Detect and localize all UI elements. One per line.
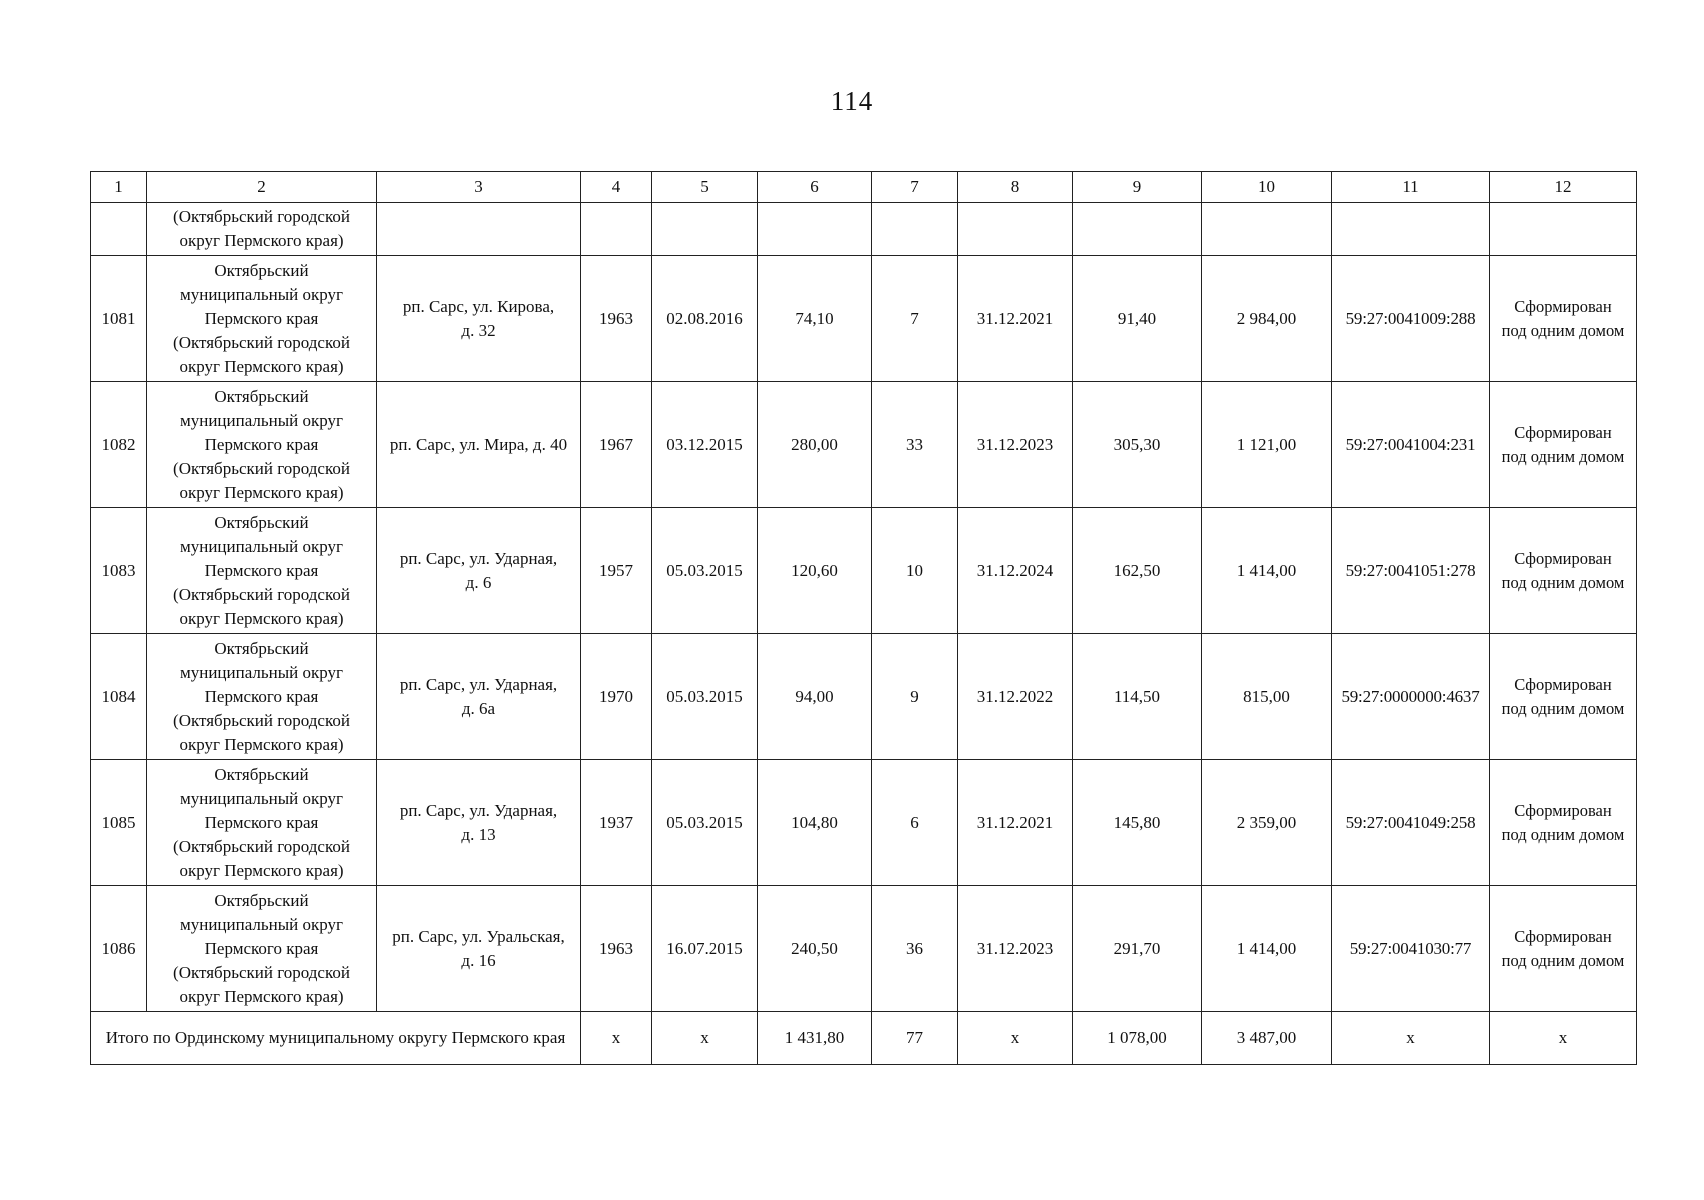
column-header-6: 6 (758, 172, 872, 203)
municipality-line: Октябрьский (214, 638, 309, 658)
cell-area2: 305,30 (1073, 382, 1202, 508)
cell-land: 2 359,00 (1202, 760, 1332, 886)
column-header-5: 5 (652, 172, 758, 203)
municipality-line: округ Пермского края) (179, 608, 344, 628)
cell-area2: 291,70 (1073, 886, 1202, 1012)
cell-year: 1963 (581, 256, 652, 382)
table-row (91, 256, 1637, 382)
cell-date: 02.08.2016 (652, 256, 758, 382)
column-header-10: 10 (1202, 172, 1332, 203)
cell-area2 (1073, 203, 1202, 256)
table-row (91, 760, 1637, 886)
cell-address (377, 382, 581, 508)
cell-area (758, 203, 872, 256)
cell-municipality (147, 508, 377, 634)
address-line: рп. Сарс, ул. Кирова, (402, 296, 555, 316)
cell-address (377, 760, 581, 886)
page-number: 114 (830, 86, 874, 116)
total-date: x (652, 1012, 758, 1065)
cell-residents (872, 203, 958, 256)
municipality-line: (Октябрьский городской (173, 332, 350, 352)
cell-address (377, 634, 581, 760)
cell-area2: 162,50 (1073, 508, 1202, 634)
continuation-row (91, 203, 1637, 256)
municipality-line: округ Пермского края) (179, 734, 344, 754)
municipality-line: округ Пермского края) (179, 231, 344, 250)
total-year: x (581, 1012, 652, 1065)
status-line: под одним домом (1501, 320, 1625, 340)
municipality-line: Пермского края (204, 560, 319, 580)
status-line: под одним домом (1501, 950, 1625, 970)
status-line: под одним домом (1501, 698, 1625, 718)
status-line: Сформирован (1514, 926, 1612, 946)
municipality-line: (Октябрьский городской (173, 836, 350, 856)
municipality-line: Октябрьский (214, 764, 309, 784)
cell-year: 1937 (581, 760, 652, 886)
total-status: x (1490, 1012, 1637, 1065)
cell-address (377, 508, 581, 634)
cell-land: 1 414,00 (1202, 886, 1332, 1012)
cell-status (1490, 256, 1637, 382)
column-header-4: 4 (581, 172, 652, 203)
table-row (91, 634, 1637, 760)
cell-municipality (147, 634, 377, 760)
municipality-line: (Октябрьский городской (173, 584, 350, 604)
total-cadastral: x (1332, 1012, 1490, 1065)
header-row (91, 172, 1637, 203)
cell-cadastral: 59:27:0041009:288 (1332, 256, 1490, 382)
cell-status (1490, 760, 1637, 886)
total-row (91, 1012, 1637, 1065)
cell-deadline: 31.12.2021 (958, 760, 1073, 886)
municipality-line: Октябрьский (214, 512, 309, 532)
cell-land (1202, 203, 1332, 256)
municipality-line: округ Пермского края) (179, 986, 344, 1006)
cell-area2: 91,40 (1073, 256, 1202, 382)
municipality-line: Пермского края (204, 686, 319, 706)
table-row (91, 886, 1637, 1012)
column-header-3: 3 (377, 172, 581, 203)
address-line: рп. Сарс, ул. Ударная, (399, 800, 558, 820)
cell-area2: 145,80 (1073, 760, 1202, 886)
municipality-line: округ Пермского края) (179, 860, 344, 880)
municipality-line: муниципальный округ (179, 788, 344, 808)
cell-date: 03.12.2015 (652, 382, 758, 508)
cell-date: 16.07.2015 (652, 886, 758, 1012)
cell-land: 1 414,00 (1202, 508, 1332, 634)
column-header-7: 7 (872, 172, 958, 203)
municipality-line: (Октябрьский городской (173, 458, 350, 478)
cell-residents: 7 (872, 256, 958, 382)
cell-status (1490, 203, 1637, 256)
cell-cadastral: 59:27:0041051:278 (1332, 508, 1490, 634)
cell-date: 05.03.2015 (652, 760, 758, 886)
address-line: д. 13 (461, 824, 496, 844)
total-area: 1 431,80 (758, 1012, 872, 1065)
total-deadline: x (958, 1012, 1073, 1065)
cell-address (377, 256, 581, 382)
cell-cadastral: 59:27:0041030:77 (1332, 886, 1490, 1012)
cell-number: 1086 (91, 886, 147, 1012)
housing-registry-table (90, 171, 1637, 1065)
cell-cadastral: 59:27:0041049:258 (1332, 760, 1490, 886)
address-line: д. 6 (465, 572, 492, 592)
municipality-line: муниципальный округ (179, 410, 344, 430)
municipality-line: Пермского края (204, 434, 319, 454)
municipality-line: (Октябрьский городской (173, 207, 350, 226)
municipality-line: (Октябрьский городской (173, 962, 350, 982)
status-line: Сформирован (1514, 674, 1612, 694)
cell-deadline (958, 203, 1073, 256)
status-line: Сформирован (1514, 296, 1612, 316)
table-row (91, 382, 1637, 508)
cell-year: 1963 (581, 886, 652, 1012)
table-row (91, 508, 1637, 634)
table-body (91, 172, 1637, 1065)
cell-address (377, 203, 581, 256)
cell-address (377, 886, 581, 1012)
total-land: 3 487,00 (1202, 1012, 1332, 1065)
cell-cadastral (1332, 203, 1490, 256)
cell-area: 280,00 (758, 382, 872, 508)
cell-cadastral: 59:27:0041004:231 (1332, 382, 1490, 508)
cell-date: 05.03.2015 (652, 508, 758, 634)
status-line: Сформирован (1514, 422, 1612, 442)
cell-area: 94,00 (758, 634, 872, 760)
municipality-line: округ Пермского края) (179, 482, 344, 502)
cell-residents: 33 (872, 382, 958, 508)
municipality-line: Пермского края (204, 812, 319, 832)
cell-land: 2 984,00 (1202, 256, 1332, 382)
municipality-line: Октябрьский (214, 386, 309, 406)
address-line: д. 6а (461, 698, 496, 718)
cell-residents: 6 (872, 760, 958, 886)
column-header-8: 8 (958, 172, 1073, 203)
municipality-line: Октябрьский (214, 260, 309, 280)
cell-municipality (147, 203, 377, 256)
cell-year: 1957 (581, 508, 652, 634)
cell-year: 1970 (581, 634, 652, 760)
cell-land: 1 121,00 (1202, 382, 1332, 508)
address-line: д. 16 (461, 950, 496, 970)
column-header-2: 2 (147, 172, 377, 203)
cell-status (1490, 634, 1637, 760)
status-line: под одним домом (1501, 572, 1625, 592)
cell-number (91, 203, 147, 256)
municipality-line: муниципальный округ (179, 914, 344, 934)
cell-status (1490, 382, 1637, 508)
column-header-9: 9 (1073, 172, 1202, 203)
cell-number: 1081 (91, 256, 147, 382)
cell-municipality (147, 886, 377, 1012)
column-header-1: 1 (91, 172, 147, 203)
status-line: под одним домом (1501, 824, 1625, 844)
municipality-line: округ Пермского края) (179, 356, 344, 376)
cell-deadline: 31.12.2023 (958, 886, 1073, 1012)
cell-municipality (147, 382, 377, 508)
municipality-line: Октябрьский (214, 890, 309, 910)
cell-residents: 36 (872, 886, 958, 1012)
cell-residents: 10 (872, 508, 958, 634)
cell-land: 815,00 (1202, 634, 1332, 760)
status-line: под одним домом (1501, 446, 1625, 466)
address-line: рп. Сарс, ул. Ударная, (399, 548, 558, 568)
cell-number: 1083 (91, 508, 147, 634)
municipality-line: муниципальный округ (179, 536, 344, 556)
cell-year (581, 203, 652, 256)
status-line: Сформирован (1514, 548, 1612, 568)
cell-status (1490, 508, 1637, 634)
address-line: д. 32 (461, 320, 496, 340)
municipality-line: муниципальный округ (179, 284, 344, 304)
cell-number: 1082 (91, 382, 147, 508)
cell-deadline: 31.12.2023 (958, 382, 1073, 508)
municipality-line: Пермского края (204, 308, 319, 328)
status-line: Сформирован (1514, 800, 1612, 820)
cell-area2: 114,50 (1073, 634, 1202, 760)
cell-municipality (147, 256, 377, 382)
cell-residents: 9 (872, 634, 958, 760)
cell-date: 05.03.2015 (652, 634, 758, 760)
cell-deadline: 31.12.2022 (958, 634, 1073, 760)
municipality-line: Пермского края (204, 938, 319, 958)
total-label: Итого по Ординскому муниципальному округу Пермского края (91, 1012, 581, 1065)
municipality-line: муниципальный округ (179, 662, 344, 682)
address-line: рп. Сарс, ул. Мира, д. 40 (389, 434, 568, 454)
cell-number: 1084 (91, 634, 147, 760)
cell-year: 1967 (581, 382, 652, 508)
cell-cadastral: 59:27:0000000:4637 (1332, 634, 1490, 760)
column-header-12: 12 (1490, 172, 1637, 203)
address-line: рп. Сарс, ул. Ударная, (399, 674, 558, 694)
cell-date (652, 203, 758, 256)
cell-area: 104,80 (758, 760, 872, 886)
cell-area: 74,10 (758, 256, 872, 382)
column-header-11: 11 (1332, 172, 1490, 203)
cell-number: 1085 (91, 760, 147, 886)
cell-area: 120,60 (758, 508, 872, 634)
municipality-line: (Октябрьский городской (173, 710, 350, 730)
total-residents: 77 (872, 1012, 958, 1065)
cell-area: 240,50 (758, 886, 872, 1012)
cell-deadline: 31.12.2021 (958, 256, 1073, 382)
cell-municipality (147, 760, 377, 886)
address-line: рп. Сарс, ул. Уральская, (392, 926, 565, 946)
cell-deadline: 31.12.2024 (958, 508, 1073, 634)
total-area2: 1 078,00 (1073, 1012, 1202, 1065)
cell-status (1490, 886, 1637, 1012)
